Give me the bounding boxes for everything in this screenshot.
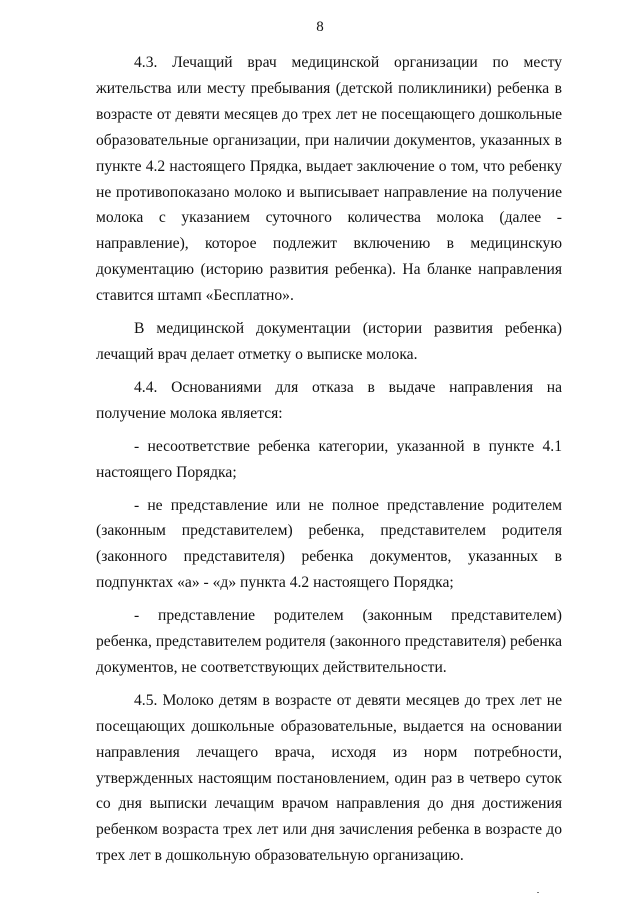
paragraph-4-4: 4.4. Основаниями для отказа в выдаче направления на получение молока является:: [96, 378, 562, 422]
paragraph-4-5: 4.5. Молоко детям в возрасте от девяти месяцев до трех лет не посещающих дошкольные образовательные, выдается на основании направления лечащего врача, исходя из норм потребности, утвержденных настоящим постановлением, один раз в четверо суток со дня выписки лечащим врачом направления до дня достижения ребенком возраста трех лет или дня зачисления ребенка в возрасте до трех лет в дошкольную образовательную организацию.: [96, 691, 562, 865]
refusal-reason-2: - не представление или не полное представление родителем (законным представителем) ребенка, представителем родителя (законного представителя) ребенка документов, указанных в подпунктах «а» - «д» пункта 4.2 настоящего Порядка;: [96, 496, 562, 592]
scan-speck: [537, 892, 539, 893]
document-body: [96, 50, 562, 869]
paragraph-medical-record: В медицинской документации (истории развития ребенка) лечащий врач делает отметку о выписке молока.: [96, 320, 562, 363]
paragraph-4-3: 4.3. Лечащий врач медицинской организации по месту жительства или месту пребывания (детской поликлиники) ребенка в возрасте от девяти месяцев до трех лет не посещающего дошкольные образовательные организации, при наличии документов, указанных в пункте 4.2 настоящего Прядка, выдает заключение о том, что ребенку не противопоказано молоко и выписывает направление на получение молока с указанием суточного количества молока (далее - направление), которое подлежит включению в медицинскую документацию (историю развития ребенка). На бланке направления ставится штамп «Бесплатно».: [96, 54, 562, 305]
refusal-reason-1: - несоответствие ребенка категории, указанной в пункте 4.1 настоящего Порядка;: [96, 437, 562, 481]
page-number: 8: [316, 19, 324, 35]
refusal-reason-3: - представление родителем (законным представителем) ребенка, представителем родителя (законного представителя) ребенка документов, не соответствующих действительности.: [96, 607, 562, 676]
